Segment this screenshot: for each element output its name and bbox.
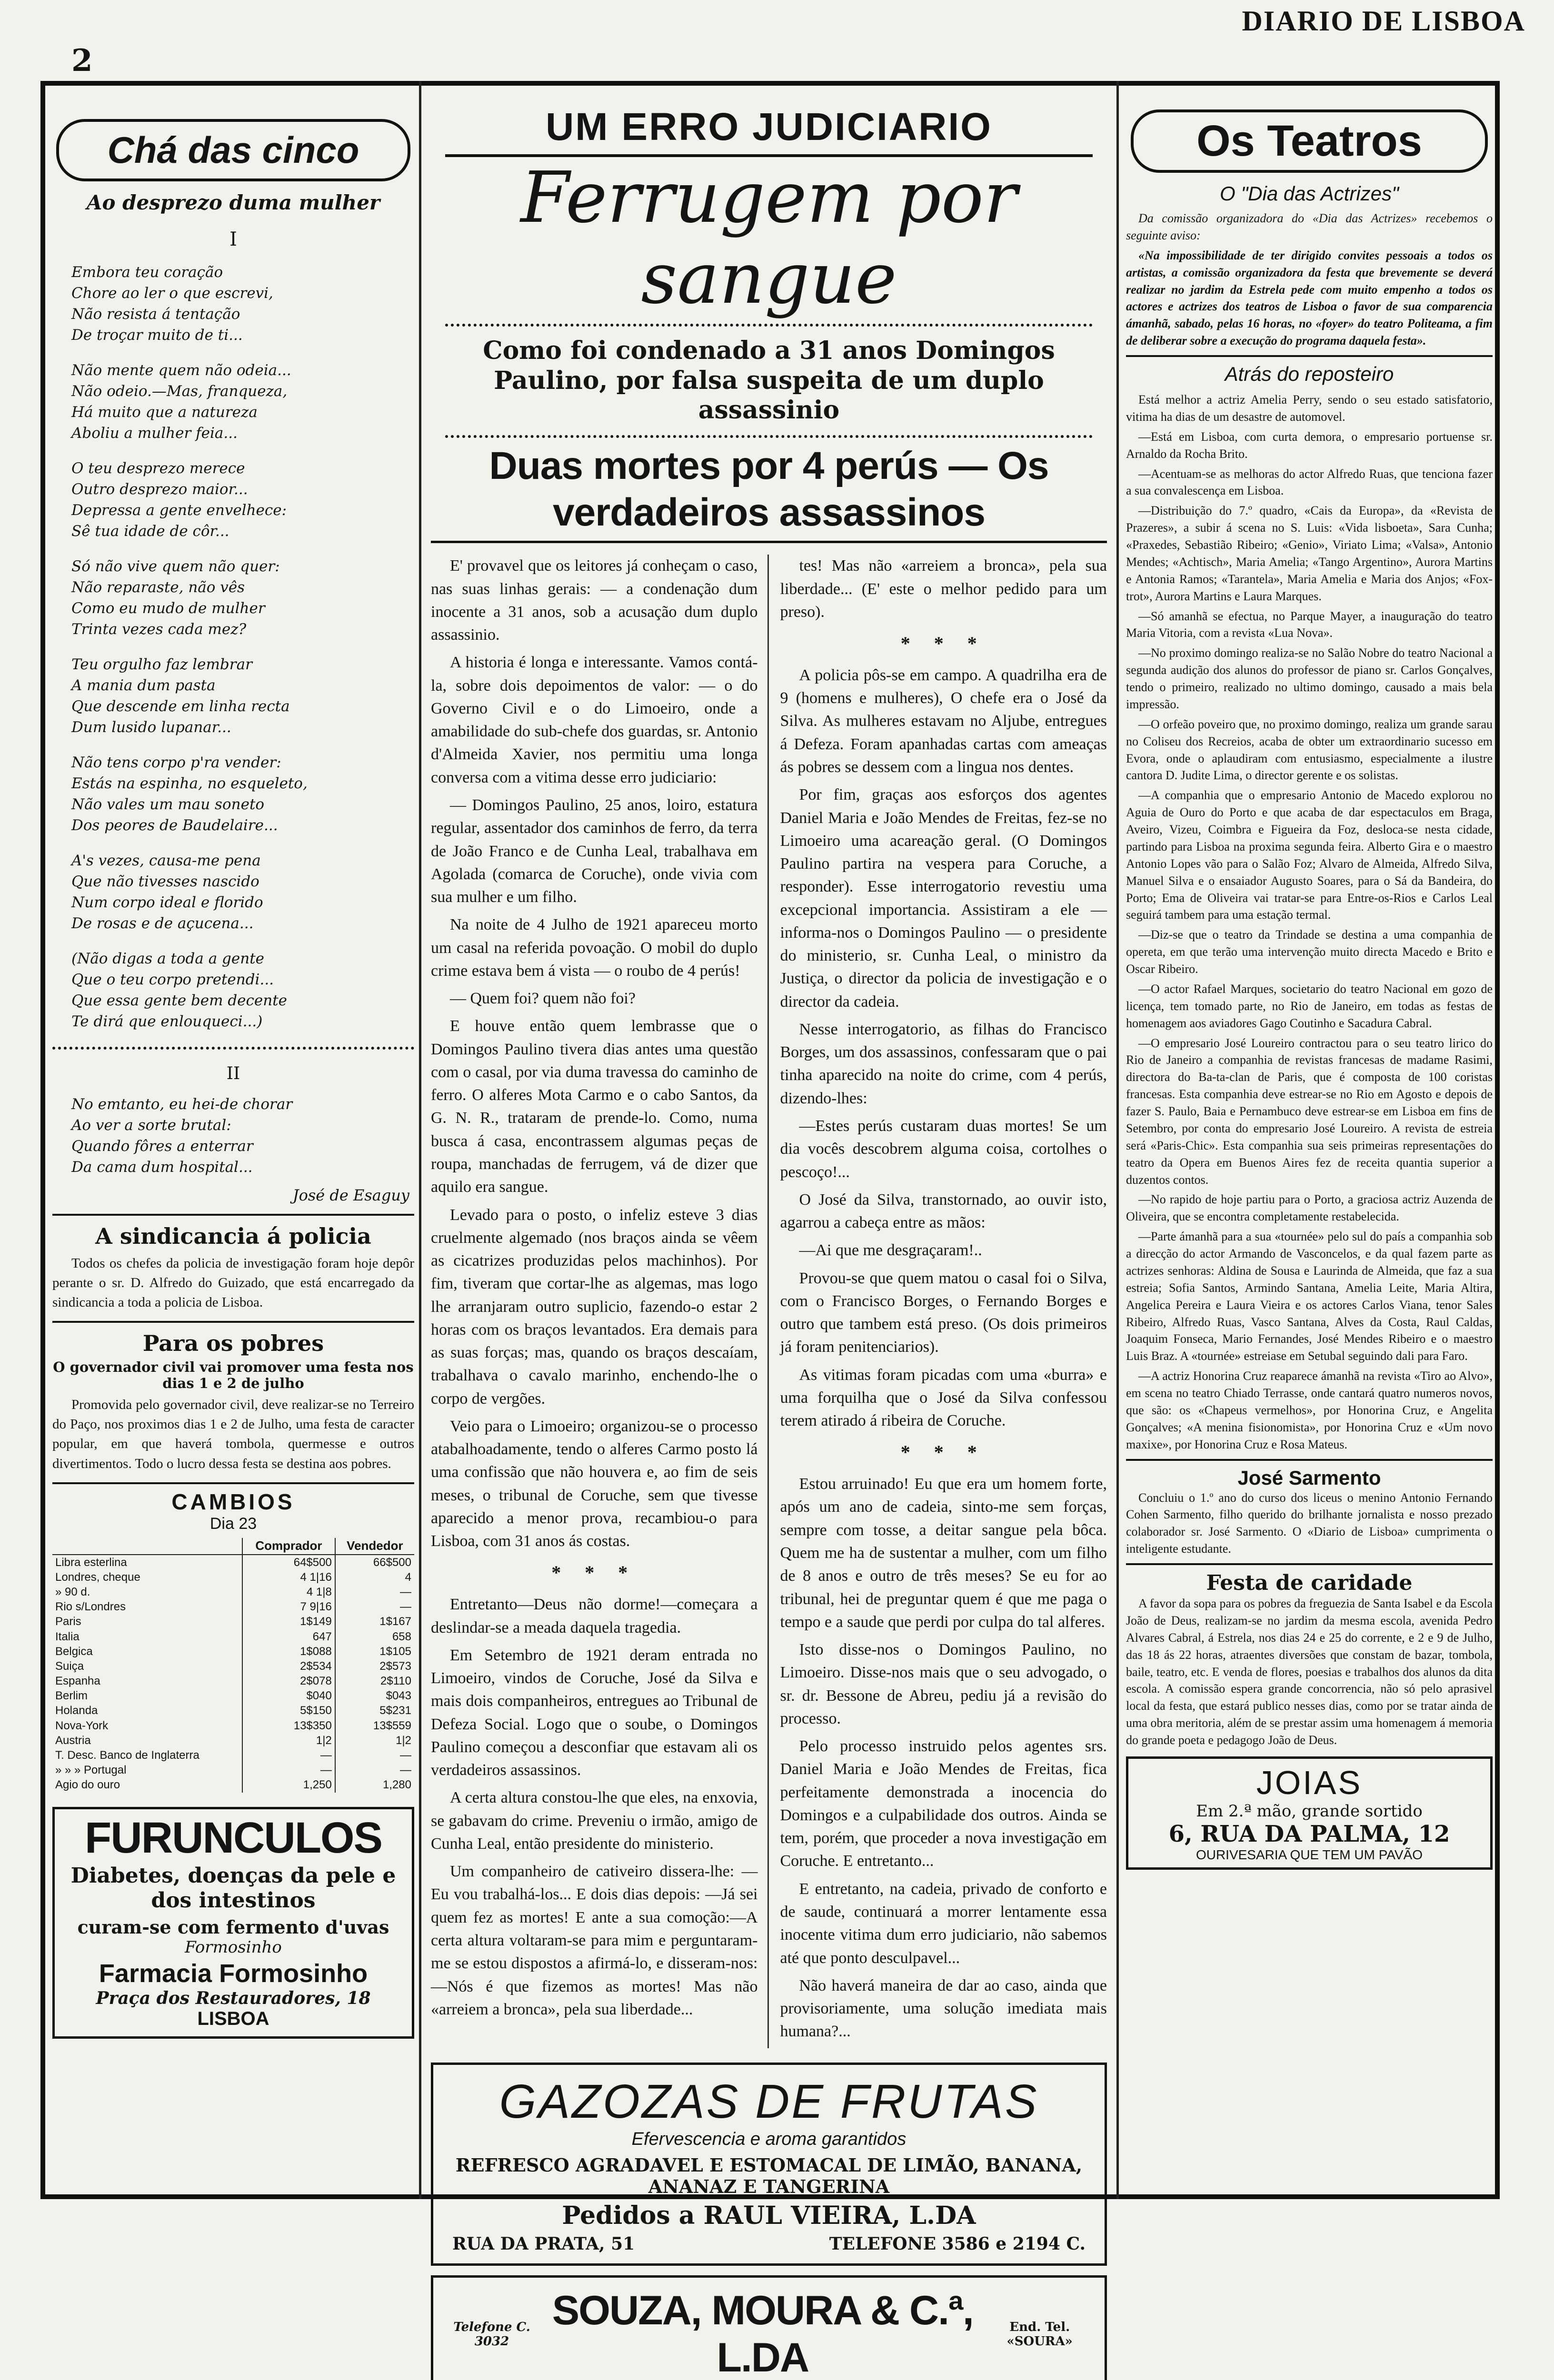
ad-title: SOUZA, MOURA & C.ª, L.DA	[552, 2287, 973, 2380]
paragraph: tes! Mas não «arreiem a bronca», pela sua liberdade... (E' este o melhor pedido para um preso).	[780, 557, 1107, 621]
divider	[52, 1321, 414, 1323]
table-row	[52, 1733, 414, 1748]
table-row	[52, 1570, 414, 1585]
divider	[1126, 355, 1493, 357]
page-number: 2	[71, 43, 93, 79]
rate-cell: 5$231	[335, 1703, 414, 1718]
table-row	[52, 1585, 414, 1599]
headline: Ferrugem por sangue	[520, 157, 1017, 320]
paragraph: —Parte ámanhã para a sua «tournée» pelo sul do país a companhia sob a direcção do actor Armando de Vasconcelos, e da qual fazem parte as actrizes senhoras: Aldina de Sousa e Laurinda de Almeida, que faz a sua estreia; Sofia Santos, Armindo Santana, Amelia Leite, Maria Altira, Angelica Pereira e Laura Vieira e os actores Carlos Viana, tenor Sales Ribeiro, Alfredo Ruas, Vasco Santana, Alves da Costa, Raul Caldas, Joaquim Fonseca, Mario Fernandes, José Mendes Ribeiro e o maestro Luis Braz. A «tournée» estreiase em Setubal seguindo dali para Faro.	[1126, 1230, 1493, 1363]
ad-title: JOIAS	[1256, 1764, 1363, 1801]
paragraph: —No proximo domingo realiza-se no Salão Nobre do teatro Nacional a segunda audição dos alunos do professor de piano sr. Carlos Gonçalves, tendo o primeiro, realizado no ultimo domingo, causado a mais bela impressão.	[1126, 646, 1493, 711]
paragraph: A certa altura constou-lhe que eles, na enxovia, se gabavam do crime. Preveniu o irmão, amigo de Cunha Leal, então presidente do ministerio.	[431, 1789, 758, 1853]
paragraph: Levado para o posto, o infeliz esteve 3 dias cruelmente algemado (nos braços ainda se vêem as cicatrizes produzidas pelos machinhos). Por fim, tiveram que cortar-lhe as algemas, mas logo lhe arranjaram outro suplicio, fazendo-o estar 2 horas com os braços levantados. Era demais para as suas forças; mas, quando os braços descaíam, trabalhava o cavalo marinho, enchendo-lhe o corpo de vergões.	[431, 1206, 758, 1408]
currency-cell: » » » Portugal	[55, 1764, 127, 1777]
rate-cell: —	[242, 1763, 335, 1777]
dia-actrizes-title: O "Dia das Actrizes"	[1219, 182, 1399, 205]
stanza: Embora teu coração Chore ao ler o que escrevi, Não resista á tentação De troçar muito de ti...	[71, 264, 273, 344]
paragraph: Veio para o Limoeiro; organizou-se o processo atabalhoadamente, tendo o alferes Carmo posto lá uma confissão que não houvera e, ao fim de seis meses, o tribunal de Coruche, sem que tivesse aparecido a menor prova, recambiou-o para Lisboa, com 31 anos ás costas.	[431, 1417, 758, 1550]
rate-cell: —	[335, 1599, 414, 1614]
rate-cell: 4	[335, 1570, 414, 1585]
divider	[1126, 1563, 1493, 1565]
souza-moura-ad	[431, 2275, 1107, 2380]
ad-line: Formosinho	[185, 1938, 282, 1957]
paragraph: Provou-se que quem matou o casal foi o Silva, com o Francisco Borges, o Fernando Borges e outro que tambem está preso. (Os dois primeiros já foram penitenciarios).	[780, 1269, 1107, 1356]
ad-line: OURIVESARIA QUE TEM UM PAVÃO	[1195, 1847, 1423, 1862]
left-column	[52, 90, 414, 2185]
stanza: Não tens corpo p'ra vender: Estás na espinha, no esqueleto, Não vales um mau soneto Dos peores de Baudelaire...	[71, 754, 308, 834]
table-row	[52, 1777, 414, 1792]
ad-title: GAZOZAS DE FRUTAS	[499, 2074, 1039, 2128]
currency-cell: » 90 d.	[55, 1585, 90, 1598]
paragraph: Entretanto—Deus não dorme!—começara a deslindar-se a meada daquela tragedia.	[431, 1596, 758, 1636]
rate-cell: 13$559	[335, 1718, 414, 1733]
table-row	[52, 1614, 414, 1629]
rate-cell: 7 9|16	[242, 1599, 335, 1614]
paragraph: As vitimas foram picadas com uma «burra» e uma forquilha que o José da Silva confessou terem atirado á ribeira de Coruche.	[780, 1366, 1107, 1430]
stanza: O teu desprezo merece Outro desprezo maior... Depressa a gente envelhece: Sê tua idade de côr...	[71, 460, 287, 540]
paragraph: —Estes perús custaram duas mortes! Se um dia vocês descobrem alguma coisa, cortolhes o pescoço!...	[780, 1117, 1107, 1181]
paragraph: E' provavel que os leitores já conheçam o caso, nas suas linhas gerais: — a condenação dum inocente a 31 anos, sob a acusação dum duplo assassinio.	[431, 557, 758, 644]
rate-cell: 1|2	[335, 1733, 414, 1748]
pobres-subtitle: O governador civil vai promover uma festa nos dias 1 e 2 de julho	[53, 1359, 414, 1392]
dia-actrizes-text: «Na impossibilidade de ter dirigido convites pessoais a todos os artistas, a comissão organizadora da festa que brevemente se deverá realizar no jardim da Estrela pede com muito empenho a todos os actores e actrizes dos teatros de Lisboa o favor de sua comparencia ámanhã, sabado, pelas 16 horas, no «foyer» do teatro Politeama, a fim de deliberar sobre a execução do programa daquela festa».	[1126, 248, 1493, 348]
article-column-b	[780, 555, 1107, 2048]
rate-cell: 64$500	[242, 1555, 335, 1570]
ad-line: 6, RUA DA PALMA, 12	[1168, 1820, 1450, 1847]
poem-author: José de Esaguy	[292, 1186, 409, 1204]
rate-cell: $043	[335, 1688, 414, 1703]
poem-subtitle: Ao desprezo duma mulher	[86, 191, 380, 214]
ad-header	[443, 2287, 1095, 2380]
rate-cell: 2$078	[242, 1674, 335, 1688]
rate-cell: 658	[335, 1629, 414, 1644]
table-row	[52, 1718, 414, 1733]
deck: Como foi condenado a 31 anos Domingos Paulino, por falsa suspeita de um duplo assassinio	[483, 336, 1055, 425]
poem-part-i: I	[229, 228, 237, 250]
paragraph: A policia pôs-se em campo. A quadrilha era de 9 (homens e mulheres), O chefe era o José da Silva. As mulheres estavam no Aljube, entregues á Defeza. Foram apanhadas cartas com ameaças ás pobres se dessem com a lingua nos dentes.	[780, 666, 1107, 776]
currency-cell: Berlim	[55, 1689, 88, 1703]
right-column	[1126, 90, 1493, 2185]
paragraph: Não haverá maneira de dar ao caso, ainda que provisoriamente, uma solução imediata mais humana?...	[780, 1976, 1107, 2041]
paragraph: Nesse interrogatorio, as filhas do Francisco Borges, um dos assassinos, confessaram que o pai tinha aparecido na noite do crime, com 4 perús, dizendo-lhes:	[780, 1020, 1107, 1107]
center-column	[431, 90, 1107, 2380]
section-break: * * *	[900, 633, 986, 654]
currency-cell: T. Desc. Banco de Inglaterra	[55, 1749, 199, 1762]
currency-cell: Paris	[55, 1615, 81, 1628]
sindicancia-title: A sindicancia á policia	[95, 1223, 371, 1249]
currency-cell: Espanha	[55, 1675, 100, 1688]
paragraph: Está melhor a actriz Amelia Perry, sendo o seu estado satisfatorio, vitima ha dias de um desastre de automovel.	[1126, 393, 1493, 424]
rate-cell: 2$534	[242, 1659, 335, 1674]
divider	[1126, 1459, 1493, 1461]
paragraph: —Está em Lisboa, com curta demora, o empresario portuense sr. Arnaldo da Rocha Brito.	[1126, 429, 1493, 461]
paper-name: DIARIO DE LISBOA	[1242, 5, 1525, 37]
currency-cell: Libra esterlina	[55, 1556, 127, 1569]
currency-cell: Italia	[55, 1630, 80, 1643]
paragraph: E entretanto, na cadeia, privado de conforto e de saude, continuará a morrer lentamente essa inocente vitima dum erro judiciario, não sabemos até que ponto desculpavel...	[780, 1880, 1107, 1967]
paragraph: —Acentuam-se as melhoras do actor Alfredo Ruas, que tenciona fazer a sua convalescença em Lisboa.	[1126, 466, 1493, 498]
rate-cell: 1$167	[335, 1614, 414, 1629]
furunculos-ad	[52, 1807, 414, 2039]
divider	[52, 1482, 414, 1484]
table-row	[52, 1703, 414, 1718]
paragraph: Um companheiro de cativeiro dissera-lhe: —Eu vou trabalhá-los... E dois dias depois: —Já sei quem fez as mortes! E ante a sua comoção:—A certa altura voltaram-se para mim e perguntaram-me se estou dispostos a afirmá-lo, e disseram-nos:—Nós é que fizemos as mortes! Mas não «arreiem a bronca», pela sua liberdade...	[431, 1863, 758, 2018]
rate-cell: 13$350	[242, 1718, 335, 1733]
ad-line: Diabetes, doenças da pele e dos intestinos	[70, 1863, 396, 1913]
rate-cell: $040	[242, 1688, 335, 1703]
paragraph: E houve então quem lembrasse que o Domingos Paulino tivera dias antes uma questão com o casal, por via duma travessa do caminho de ferro. O alferes Mota Carmo e o cabo Santos, da G. N. R., trataram de prende-lo. Como, numa busca á casa, encontrassem algumas peças de roupa, manchadas de ferrugem, vá de dizer que aquilo era sangue.	[431, 1017, 758, 1196]
paragraph: — Domingos Paulino, 25 anos, loiro, estatura regular, assentador dos caminhos de ferro, da terra de João Franco e de Cunha Leal, trabalhava em Agolada (comarca de Coruche), onde vivia com sua mulher e um filho.	[431, 796, 758, 906]
paragraph: —A companhia que o empresario Antonio de Macedo explorou no Aguia de Ouro do Porto e que acaba de dar espectaculos em Braga, Aveiro, Vizeu, Coimbra e Figueira da Foz, desloca-se nesta cidade, partindo para Lisboa na proxima segunda feira. Alberto Gira e o maestro Antonio Lopes vão para o Salão Foz; Alvaro de Almeida, Alfredo Silva, Manuel Silva e o ensaiador Augusto Soares, para o Sá da Bandeira, do Porto; Ema de Oliveira vai tratar-se para Entre-os-Rios e Carlos Leal seguirá tambem para uma estação termal.	[1126, 788, 1493, 922]
currency-cell: Belgica	[55, 1645, 93, 1658]
rate-cell: 1,280	[335, 1777, 414, 1792]
table-row	[52, 1599, 414, 1614]
rate-cell: 1$105	[335, 1644, 414, 1659]
section-break: * * *	[551, 1562, 638, 1584]
section-break: * * *	[900, 1441, 986, 1463]
cambios-title: CAMBIOS	[171, 1489, 295, 1514]
paragraph: —Distribuição do 7.º quadro, «Cais da Europa», da «Revista de Prazeres», a subir á scena no S. Luis: «Vida lisboeta», Sara Cunha; «Praxedes, Sebastião Ribeiro; «Genio», Viriato Lima; «Valsa», Antonio Mendes; «Achtisch», Maria Amelia; «Tango Argentino», Aurora Martins e Antonia Ramos; «Tarantela», Maria Amelia e Maria dos Anjos; «Fox-trot», Aurora Martins e Laura Marques.	[1126, 504, 1493, 603]
ad-title: FURUNCULOS	[85, 1813, 382, 1862]
rate-cell: —	[335, 1585, 414, 1599]
article-body	[431, 555, 1107, 2048]
paragraph: A historia é longa e interessante. Vamos contá-la, sobre dois depoimentos de valor: — o do Governo Civil e o do Limoeiro, onde a amabilidade do sub-chefe dos guardas, sr. Antonio d'Almeida Xavier, nos permitiu uma longa conversa com a vitima desse erro judiciario:	[431, 654, 758, 786]
rate-cell: 66$500	[335, 1555, 414, 1570]
teatros-title: Os Teatros	[1131, 109, 1488, 173]
article-column-a	[431, 555, 769, 2048]
gazozas-ad	[431, 2063, 1107, 2266]
cambios-date: Dia 23	[209, 1514, 257, 1533]
rate-cell: 647	[242, 1629, 335, 1644]
paragraph: Estou arruinado! Eu que era um homem forte, após um ano de cadeia, sinto-me sem forças, sempre com tosse, a deitar sangue pela bôca. Quem me ha de sustentar a mulher, com um filho de 8 anos e outro de três meses? Se eu for ao tribunal, hei de preguntar quem é que me paga o tempo e a saude que perdi por culpa do tal alferes.	[780, 1475, 1107, 1631]
rate-cell: 5$150	[242, 1703, 335, 1718]
currency-cell: Holanda	[55, 1704, 98, 1717]
ad-phone: Telefone C. 3032	[453, 2320, 530, 2349]
rate-cell: 1|2	[242, 1733, 335, 1748]
joias-ad	[1126, 1756, 1493, 1870]
divider	[445, 324, 1093, 327]
pobres-text: Promovida pelo governador civil, deve realizar-se no Terreiro do Paço, nos proximos dias 1 e 2 de Julho, uma festa de caracter popular, em que haverá tombola, quermesse e outros divertimentos. Todo o lucro dessa festa se destina aos pobres.	[52, 1397, 414, 1471]
reposteiro-title: Atrás do reposteiro	[1225, 363, 1394, 385]
rate-cell: —	[335, 1748, 414, 1763]
cambios-body	[52, 1555, 414, 1793]
ad-line: REFRESCO AGRADAVEL E ESTOMACAL DE LIMÃO, BANANA,	[455, 2154, 1083, 2176]
poem-part-ii-text: No emtanto, eu hei-de chorar Ao ver a sorte brutal: Quando fôres a enterrar Da cama dum hospital...	[71, 1095, 293, 1176]
rate-cell: 2$573	[335, 1659, 414, 1674]
ad-phone: TELEFONE 3586 e 2194 C.	[829, 2233, 1086, 2254]
divider	[52, 1047, 414, 1050]
banner-headline: Duas mortes por 4 perús — Os verdadeiros assassinos	[431, 443, 1107, 544]
rate-cell: 4 1|8	[242, 1585, 335, 1599]
currency-cell: Nova-York	[55, 1719, 109, 1732]
currency-cell: Agio do ouro	[55, 1778, 120, 1792]
column-divider-left	[419, 81, 421, 2199]
ad-line: LISBOA	[197, 2008, 269, 2030]
paragraph: Isto disse-nos o Domingos Paulino, no Limoeiro. Disse-nos mais que o seu advogado, o sr. dr. Bessone de Abreu, pediu já a revisão do processo.	[780, 1641, 1107, 1727]
stanza: Não mente quem não odeia... Não odeio.—Mas, franqueza, Há muito que a natureza Aboliu a mulher feia...	[71, 362, 291, 442]
paragraph: —O actor Rafael Marques, societario do teatro Nacional em gozo de licença, tem tomado parte, no Rio de Janeiro, em todas as festas de homenagem aos aviadores Gago Coutinho e Sacadura Cabral.	[1126, 982, 1493, 1030]
table-row	[52, 1644, 414, 1659]
sarmento-title: José Sarmento	[1237, 1466, 1381, 1489]
rate-cell: 1$088	[242, 1644, 335, 1659]
cha-das-cinco-title: Chá das cinco	[56, 119, 410, 181]
poem	[52, 262, 414, 1032]
ad-line: Pedidos a RAUL VIEIRA, L.DA	[562, 2201, 976, 2230]
table-row	[52, 1659, 414, 1674]
caridade-text: A favor da sopa para os pobres da freguezia de Santa Isabel e da Escola João de Deus, realizam-se no jardim da mesma escola, avenida Pedro Alvares Cabral, á Estrela, nos dias 24 e 25 do corrente, e 2 e 9 de Julho, das 18 ás 22 horas, atraentes diversões que constam de bazar, tombola, baile, teatro, etc. E venda de flores, poesias e trabalhos dos alunos da dita escola. A comissão espera grande concorrencia, não só pelo aprasivel local da festa, que estará publico nesses dias, como por se tratar ainda de uma obra meritoria, além de se prestar assim uma homenagem á memoria do grande poeta e pedagogo João de Deus.	[1126, 1597, 1493, 1747]
paragraph: Na noite de 4 Julho de 1921 apareceu morto um casal na referida povoação. O mobil do duplo crime estava bem á vista — o roubo de 4 perús!	[431, 916, 758, 980]
currency-cell: Austria	[55, 1734, 91, 1747]
ad-address: RUA DA PRATA, 51	[452, 2233, 635, 2254]
sindicancia-text: Todos os chefes da policia de investigação foram hoje depôr perante o sr. D. Alfredo do Guizado, que está encarregado da sindicancia a toda a policia de Lisboa.	[52, 1255, 414, 1310]
pobres-title: Para os pobres	[142, 1330, 324, 1357]
paragraph: —A actriz Honorina Cruz reaparece ámanhã na revista «Tiro ao Alvo», em scena no teatro Chiado Terrasse, onde cantará quatro numeros novos, que são: os «Chapeus vermelhos», por Honorina Cruz, e Angelita Gonçalves; «A menina fisionomista», por Honorina Cruz e «Um novo maxixe», por Honorina Cruz e Rosa Mateus.	[1126, 1369, 1493, 1451]
ad-line: Efervescencia e aroma garantidos	[631, 2129, 906, 2149]
stanza: (Não digas a toda a gente Que o teu corpo pretendi... Que essa gente bem decente Te dirá que enlouqueci...)	[71, 950, 287, 1031]
paragraph: Por fim, graças aos esforços dos agentes Daniel Maria e João Mendes de Freitas, fez-se no Limoeiro uma acareação geral. (O Domingos Paulino partira na vespera para Coruche, a responder). Esse interrogatorio revestiu uma excepcional importancia. Assistiram a ele — informa-nos o Domingos Paulino — o presidente do ministerio, sr. Cunha Leal, o ministro da Justiça, o director da policia de investigação e o director da cadeia.	[780, 786, 1107, 1011]
poem-part-ii: II	[226, 1063, 240, 1083]
paragraph: —Diz-se que o teatro da Trindade se destina a uma companhia de opereta, em que terão uma intervenção muito directa Macedo e Brito e Oscar Ribeiro.	[1126, 928, 1493, 976]
ad-line: Em 2.ª mão, grande sortido	[1196, 1801, 1423, 1821]
stanza: A's vezes, causa-me pena Que não tivesses nascido Num corpo ideal e florido De rosas e de açucena...	[71, 852, 263, 932]
cambios-table	[52, 1538, 414, 1793]
stanza: Só não vive quem não quer: Não reparaste, não vês Como eu mudo de mulher Trinta vezes cada mez?	[71, 558, 280, 638]
rate-cell: 4 1|16	[242, 1570, 335, 1585]
table-header-row: Comprador Vendedor	[52, 1538, 414, 1555]
paragraph: —Só amanhã se efectua, no Parque Mayer, a inauguração do teatro Maria Vitoria, com a revista «Lua Nova».	[1126, 609, 1493, 640]
paragraph: —Ai que me desgraçaram!..	[799, 1241, 982, 1259]
ad-telegram: End. Tel. «SOURA»	[1006, 2320, 1073, 2349]
sarmento-text: Concluiu o 1.º ano do curso dos liceus o menino Antonio Fernando Cohen Sarmento, filho querido do brilhante jornalista e nosso prezado colaborador sr. José Sarmento. O «Diario de Lisboa» cumprimenta o inteligente estudante.	[1126, 1490, 1493, 1556]
paragraph: —No rapido de hoje partiu para o Porto, a graciosa actriz Auzenda de Oliveira, que se encontra completamente restabelecida.	[1126, 1192, 1493, 1224]
table-row	[52, 1688, 414, 1703]
table-row	[52, 1674, 414, 1688]
currency-cell: Londres, cheque	[55, 1570, 140, 1584]
dia-actrizes-intro: Da comissão organizadora do «Dia das Actrizes» recebemos o seguinte aviso:	[1126, 211, 1493, 242]
paragraph: —O orfeão poveiro que, no proximo domingo, realiza um grande sarau no Coliseu dos Recreios, acaba de obter um extraordinario sucesso em Evora, onde o aplaudiram com entusiasmo, especialmente a ilustre cantora D. Judite Lima, o director gerente e os solistas.	[1126, 717, 1493, 783]
paragraph: Pelo processo instruido pelos agentes srs. Daniel Maria e João Mendes de Freitas, fica perfeitamente demonstrada a inocencia do Domingos e a culpabilidade dos outros. Ainda se tem, porém, que proceder a nova investigação em Coruche. E entretanto...	[780, 1737, 1107, 1870]
ad-line: curam-se com fermento d'uvas	[77, 1916, 389, 1938]
caridade-title: Festa de caridade	[1206, 1571, 1413, 1595]
rate-cell: —	[335, 1763, 414, 1777]
currency-cell: Rio s/Londres	[55, 1600, 126, 1614]
ad-line: Praça dos Restauradores, 18	[96, 1988, 371, 2009]
rate-cell: 1,250	[242, 1777, 335, 1792]
currency-cell: Suiça	[55, 1659, 84, 1673]
table-row	[52, 1555, 414, 1570]
column-divider-right	[1116, 81, 1119, 2199]
paragraph: Em Setembro de 1921 deram entrada no Limoeiro, vindos de Coruche, José da Silva e mais dois companheiros, entregues ao Tribunal de Defeza Social. Logo que o soube, o Domingos Paulino começou a desconfiar que estavam ali os verdadeiros assassinos.	[431, 1646, 758, 1779]
table-row	[52, 1763, 414, 1777]
divider	[445, 435, 1093, 438]
table-row	[52, 1748, 414, 1763]
ad-line: Farmacia Formosinho	[99, 1959, 368, 1988]
rate-cell: 1$149	[242, 1614, 335, 1629]
divider	[52, 1214, 414, 1216]
rate-cell: 2$110	[335, 1674, 414, 1688]
stanza: Teu orgulho faz lembrar A mania dum pasta Que descende em linha recta Dum lusido lupanar...	[71, 656, 290, 736]
ad-line: ANANAZ E TANGERINA	[648, 2175, 890, 2197]
paragraph: — Quem foi? quem não foi?	[450, 990, 636, 1008]
kicker: UM ERRO JUDICIARIO	[546, 105, 992, 149]
rate-cell: —	[242, 1748, 335, 1763]
paragraph: O José da Silva, transtornado, ao ouvir isto, agarrou a cabeça entre as mãos:	[780, 1190, 1107, 1232]
reposteiro-text	[1126, 391, 1493, 1453]
paragraph: —O empresario José Loureiro contractou para o seu teatro lirico do Rio de Janeiro a companhia de revistas francesas de madame Rasimi, directora do Ba-ta-clan de Paris, que é composta de 100 coristas francesas. Esta companhia deve estrear-se no Rio em Agosto e depois de fazer S. Paulo, Baia e Pernambuco deve estrear-se em Lisboa em fins de Setembro, por conta do empresario José Loureiro. A revista de estreia será «Paris-Chic». Esta companhia sua seis primeiras representações do teatro da Opera em Buenos Aires fez de receita quantia superior a duzentos contos.	[1126, 1036, 1493, 1187]
table-row	[52, 1629, 414, 1644]
